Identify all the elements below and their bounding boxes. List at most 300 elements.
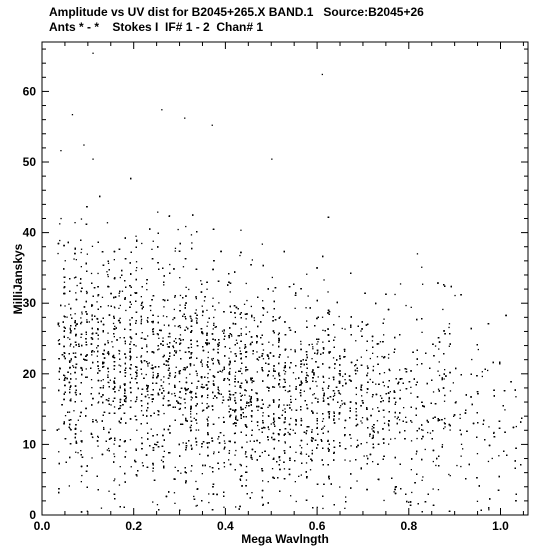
data-point [356,411,357,412]
data-point [295,308,296,309]
data-point [108,276,109,277]
data-point [178,326,179,327]
data-point [339,407,340,408]
data-point [118,390,119,391]
data-point [290,396,291,397]
data-point [131,304,132,305]
data-point [119,295,120,296]
data-point [354,365,355,366]
data-point [361,395,362,396]
data-point [349,460,350,461]
data-point [196,505,197,506]
data-point [179,277,180,278]
data-point [110,429,111,430]
data-point [311,358,312,359]
data-point [388,357,389,358]
data-point [73,346,74,347]
data-point [239,347,240,348]
data-point [153,464,154,465]
data-point [254,320,255,321]
data-point [334,393,335,394]
data-point [456,465,457,466]
data-point [235,386,236,387]
data-point [251,492,252,493]
data-point [250,441,251,442]
data-point [153,241,154,242]
data-point [217,438,218,439]
data-point [401,378,402,379]
data-point [421,429,422,430]
data-point [213,453,214,454]
data-point [241,335,242,336]
data-point [448,327,449,328]
data-point [380,395,381,396]
data-point [317,423,318,424]
data-point [375,384,376,385]
data-point [285,442,286,443]
data-point [190,416,191,417]
data-point [361,357,362,358]
data-point [103,385,104,386]
data-point [202,315,203,316]
data-point [411,307,412,308]
data-point [64,305,65,306]
data-point [136,430,137,431]
data-point [207,377,208,378]
data-point [252,380,253,381]
data-point [340,375,341,376]
data-point [196,320,197,321]
data-point [130,374,131,375]
data-point [89,321,90,322]
data-point [284,408,285,409]
data-point [323,418,324,419]
data-point [69,412,70,413]
data-point [342,376,343,377]
data-point [189,374,190,375]
data-point [141,268,142,269]
data-point [322,342,323,343]
data-point [146,283,147,284]
data-point [141,410,142,411]
data-point [317,399,318,400]
data-point [433,488,434,489]
data-point [272,468,273,469]
data-point [257,425,258,426]
data-point [180,473,181,474]
data-point [195,481,196,482]
data-point [147,365,148,366]
data-point [103,415,104,416]
data-point [73,410,74,411]
data-point [101,508,102,509]
data-point [273,375,274,376]
data-point [372,340,373,341]
chart-title: Amplitude vs UV dist for B2045+265.X BAND.1 Source:B2045+26 [49,5,424,19]
data-point [293,430,294,431]
data-point [316,343,317,344]
data-point [377,420,378,421]
data-point [119,484,120,485]
data-point [81,312,82,313]
data-point [130,348,131,349]
data-points [57,53,523,513]
data-point [97,446,98,447]
data-point [417,364,418,365]
data-point [191,242,192,243]
data-point [204,300,205,301]
data-point [208,357,209,358]
data-point [289,385,290,386]
data-point [308,375,309,376]
data-point [254,317,255,318]
data-point [240,393,241,394]
data-point [285,419,286,420]
data-point [96,347,97,348]
data-point [333,411,334,412]
data-point [300,445,301,446]
data-point [230,291,231,292]
data-point [164,451,165,452]
data-point [273,368,274,369]
data-point [106,271,107,272]
data-point [149,362,150,363]
data-point [190,365,191,366]
data-point [438,389,439,390]
data-point [81,481,82,482]
data-point [66,317,67,318]
data-point [241,333,242,334]
data-point [384,372,385,373]
data-point [130,439,131,440]
data-point [97,273,98,274]
data-point [207,326,208,327]
data-point [388,444,389,445]
data-point [74,222,75,223]
data-point [229,348,230,349]
data-point [246,442,247,443]
data-point [334,395,335,396]
data-point [308,295,309,296]
data-point [152,365,153,366]
data-point [218,390,219,391]
data-point [97,421,98,422]
data-point [422,430,423,431]
data-point [202,306,203,307]
data-point [206,310,207,311]
data-point [98,402,99,403]
data-point [167,344,168,345]
data-point [262,480,263,481]
data-point [197,386,198,387]
data-point [196,317,197,318]
data-point [182,414,183,415]
data-point [372,408,373,409]
data-point [228,406,229,407]
data-point [135,401,136,402]
data-point [135,448,136,449]
data-point [477,501,478,502]
data-point [92,246,93,247]
data-point [142,462,143,463]
data-point [217,349,218,350]
data-point [70,328,71,329]
data-point [246,405,247,406]
data-point [196,429,197,430]
data-point [214,309,215,310]
data-point [274,378,275,379]
data-point [339,316,340,317]
data-point [180,334,181,335]
data-point [218,417,219,418]
data-point [72,365,73,366]
data-point [274,424,275,425]
data-point [212,298,213,299]
data-point [120,365,121,366]
data-point [259,429,260,430]
data-point [59,379,60,380]
data-point [288,432,289,433]
data-point [249,395,250,396]
data-point [246,390,247,391]
data-point [201,360,202,361]
data-point [246,300,247,301]
data-point [290,349,291,350]
data-point [400,283,401,284]
data-point [384,385,385,386]
data-point [191,319,192,320]
data-point [315,381,316,382]
data-point [59,339,60,340]
data-point [482,371,483,372]
data-point [305,307,306,308]
data-point [80,317,81,318]
data-point [355,340,356,341]
data-point [460,418,461,419]
data-point [372,461,373,462]
data-point [340,405,341,406]
data-point [176,351,177,352]
data-point [257,410,258,411]
data-point [180,397,181,398]
data-point [151,429,152,430]
data-point [444,426,445,427]
data-point [91,387,92,388]
data-point [244,348,245,349]
data-point [70,373,71,374]
data-point [350,438,351,439]
data-point [108,371,109,372]
data-point [175,467,176,468]
data-point [410,393,411,394]
data-point [119,365,120,366]
data-point [340,393,341,394]
data-point [196,444,197,445]
data-point [202,473,203,474]
data-point [141,319,142,320]
data-point [179,397,180,398]
data-point [394,491,395,492]
data-point [294,349,295,350]
data-point [360,330,361,331]
data-point [430,433,431,434]
data-point [224,448,225,449]
data-point [59,223,60,224]
data-point [239,255,240,256]
data-point [295,452,296,453]
data-point [251,306,252,307]
data-point [227,378,228,379]
data-point [278,334,279,335]
data-point [174,309,175,310]
data-point [322,508,323,509]
data-point [327,291,328,292]
data-point [196,423,197,424]
data-point [344,379,345,380]
data-point [372,396,373,397]
data-point [357,370,358,371]
data-point [87,377,88,378]
data-point [256,351,257,352]
data-point [107,374,108,375]
data-point [306,274,307,275]
data-point [140,356,141,357]
data-point [180,327,181,328]
data-point [285,390,286,391]
data-point [107,222,108,223]
data-point [103,427,104,428]
data-point [322,330,323,331]
data-point [492,458,493,459]
data-point [207,322,208,323]
data-point [108,263,109,264]
data-point [172,319,173,320]
data-point [257,371,258,372]
data-point [213,317,214,318]
data-point [213,380,214,381]
data-point [208,417,209,418]
data-point [246,326,247,327]
data-point [166,316,167,317]
data-point [453,382,454,383]
data-point [188,289,189,290]
data-point [144,338,145,339]
data-point [82,313,83,314]
data-point [65,415,66,416]
data-point [301,452,302,453]
data-point [174,492,175,493]
data-point [249,331,250,332]
data-point [333,357,334,358]
data-point [245,369,246,370]
data-point [306,462,307,463]
data-point [263,358,264,359]
data-point [75,313,76,314]
data-point [383,319,384,320]
data-point [381,356,382,357]
data-point [246,318,247,319]
data-point [179,350,180,351]
data-point [279,386,280,387]
data-point [208,502,209,503]
data-point [442,444,443,445]
data-point [207,420,208,421]
data-point [209,369,210,370]
data-point [334,368,335,369]
data-point [461,456,462,457]
data-point [58,451,59,452]
data-point [163,315,164,316]
data-point [163,284,164,285]
data-point [317,353,318,354]
data-point [208,352,209,353]
data-point [191,470,192,471]
chart-subtitle: Ants * - * Stokes I IF# 1 - 2 Chan# 1 [49,20,264,34]
data-point [153,375,154,376]
data-point [312,429,313,430]
data-point [59,326,60,327]
data-point [360,420,361,421]
data-point [148,397,149,398]
data-point [213,323,214,324]
data-point [246,283,247,284]
data-point [81,401,82,402]
data-point [357,440,358,441]
data-point [515,396,516,397]
data-point [81,249,82,250]
data-point [405,417,406,418]
data-point [268,426,269,427]
data-point [290,399,291,400]
data-point [108,382,109,383]
data-point [178,229,179,230]
data-point [141,373,142,374]
data-point [435,465,436,466]
data-point [179,305,180,306]
data-point [209,466,210,467]
data-point [287,356,288,357]
data-point [444,369,445,370]
data-point [367,373,368,374]
data-point [73,258,74,259]
data-point [241,328,242,329]
data-point [86,334,87,335]
data-point [316,413,317,414]
data-point [75,378,76,379]
data-point [114,478,115,479]
data-point [183,369,184,370]
data-point [77,285,78,286]
data-point [300,341,301,342]
data-point [122,291,123,292]
data-point [394,416,395,417]
data-point [136,376,137,377]
data-point [439,375,440,376]
data-point [284,373,285,374]
data-point [304,391,305,392]
data-point [81,322,82,323]
data-point [69,428,70,429]
data-point [114,336,115,337]
data-point [229,368,230,369]
data-point [306,320,307,321]
data-point [114,307,115,308]
data-point [157,349,158,350]
data-point [283,404,284,405]
data-point [221,371,222,372]
data-point [235,416,236,417]
data-point [147,320,148,321]
